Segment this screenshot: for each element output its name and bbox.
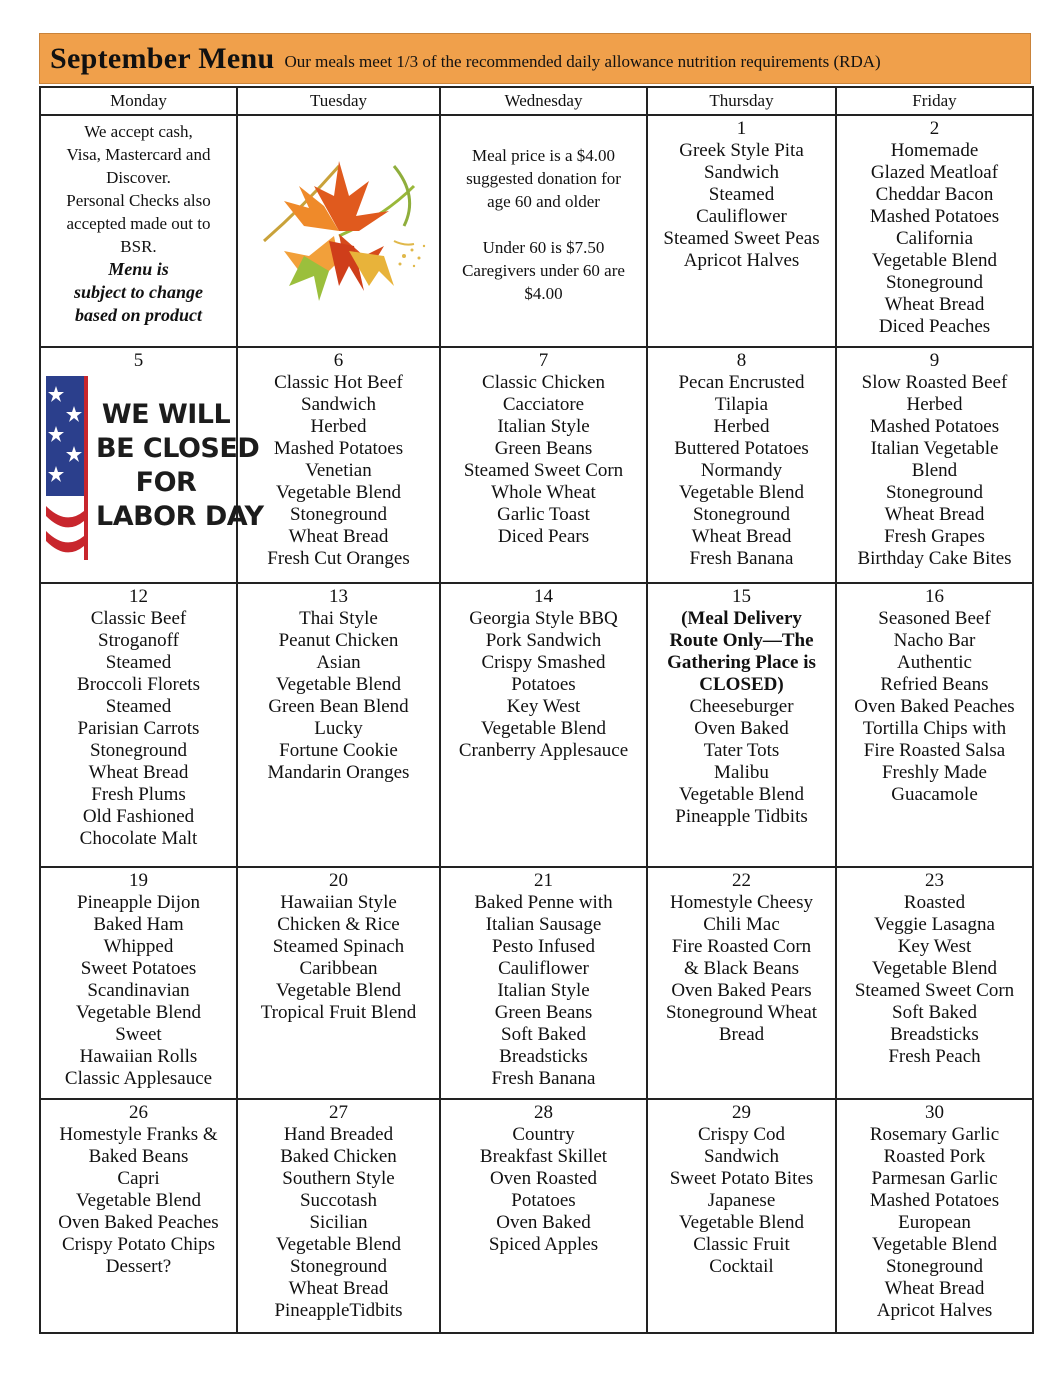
menu-item: Hawaiian Rolls [79,1046,198,1067]
menu-item: Oven Baked Pears [671,980,812,1001]
menu-item: Peanut Chicken [278,630,399,651]
menu-item: Bread [718,1024,765,1045]
closure-notice-line: Gathering Place is [667,652,816,673]
menu-item: Thai Style [299,608,378,629]
menu-item: Pesto Infused [492,936,595,957]
menu-item: Georgia Style BBQ [469,608,618,629]
menu-item: Roasted Pork [883,1146,986,1167]
menu-item: Cheeseburger [689,696,794,717]
weekday-header-row [40,87,1033,115]
menu-item: Vegetable Blend [871,958,998,979]
menu-calendar [39,86,1034,1334]
price-info-line: age 60 and older [487,192,600,211]
menu-item: Stoneground [692,504,791,525]
day-cell [836,1099,1033,1333]
day-cell [440,867,647,1099]
menu-item: Cranberry Applesauce [458,740,629,761]
weekday-tuesday: Tuesday [237,87,440,115]
menu-item: Mashed Potatoes [869,416,1000,437]
day-number: 29 [732,1102,751,1123]
payment-info-line: BSR. [120,237,157,256]
day-number: 23 [925,870,944,891]
menu-item: Crispy Cod [697,1124,786,1145]
menu-item: Malibu [714,762,769,783]
week-row-4 [40,867,1033,1099]
closed-notice [96,398,264,534]
menu-item: Sweet [115,1024,162,1045]
menu-item: Fresh Banana [491,1068,596,1089]
menu-item: Oven Baked [694,718,789,739]
menu-item: Sweet Potato Bites [669,1168,814,1189]
menu-item: Baked Penne with [474,892,613,913]
menu-item: Cheddar Bacon [875,184,994,205]
menu-item: Wheat Bread [288,526,389,547]
menu-item: Freshly Made [881,762,987,783]
menu-item: Crispy Smashed [481,652,606,673]
day-cell [40,1099,237,1333]
menu-item: Herbed [310,416,367,437]
menu-item: Steamed [105,652,172,673]
menu-item: Venetian [305,460,372,481]
day-cell [40,583,237,867]
menu-item: Dessert? [105,1256,172,1277]
menu-item: Lucky [314,718,363,739]
day-number: 26 [129,1102,148,1123]
week-row-3 [40,583,1033,867]
menu-item: Normandy [700,460,783,481]
menu-item: Vegetable Blend [275,674,402,695]
menu-item: Pecan Encrusted [678,372,805,393]
weekday-monday: Monday [40,87,237,115]
menu-item: Chocolate Malt [79,828,198,849]
menu-item: Spiced Apples [488,1234,599,1255]
day-cell [40,867,237,1099]
menu-item: Asian [316,652,361,673]
menu-item: Green Bean Blend [268,696,409,717]
menu-item: Refried Beans [880,674,989,695]
closed-notice-line: LABOR DAY [96,501,264,532]
menu-item: Classic Hot Beef [274,372,403,393]
closure-notice-line: (Meal Delivery [681,608,802,629]
menu-item: Greek Style Pita [679,140,804,161]
menu-item: Oven Baked Peaches [58,1212,219,1233]
menu-item: Vegetable Blend [480,718,607,739]
menu-item: Classic Applesauce [64,1068,213,1089]
menu-item: Baked Chicken [280,1146,397,1167]
menu-item: Stoneground [289,1256,388,1277]
menu-item: Pork Sandwich [485,630,602,651]
menu-item: Garlic Toast [497,504,590,525]
menu-item: Italian Style [497,980,590,1001]
menu-item: Steamed Sweet Corn [463,460,624,481]
menu-item: Vegetable Blend [75,1002,202,1023]
menu-item: Vegetable Blend [275,482,402,503]
menu-item: Hawaiian Style [280,892,397,913]
menu-item: Succotash [299,1190,378,1211]
menu-item: Herbed [713,416,770,437]
day-number: 30 [925,1102,944,1123]
menu-item: Homemade [890,140,979,161]
price-info-line: Caregivers under 60 are [462,261,625,280]
menu-item: Steamed [708,184,775,205]
day-number: 2 [929,118,940,139]
menu-item: Tortilla Chips with [862,718,1007,739]
price-info-cell [440,115,647,347]
day-number: 13 [329,586,348,607]
closed-day-cell [40,347,264,583]
menu-item: Italian Sausage [485,914,602,935]
menu-item: Wheat Bread [288,1278,389,1299]
weekday-friday: Friday [836,87,1033,115]
price-info-line: suggested donation for [466,169,621,188]
menu-item: Wheat Bread [884,504,985,525]
page-subtitle: Our meals meet 1/3 of the recommended daily allowance nutrition requirements (RDA) [284,51,881,71]
menu-item: Wheat Bread [88,762,189,783]
menu-item: Roasted [903,892,966,913]
menu-item: Key West [506,696,581,717]
menu-item: Vegetable Blend [871,250,998,271]
day-number: 8 [736,350,747,371]
menu-item: Cacciatore [502,394,585,415]
menu-item: Whipped [103,936,174,957]
menu-item: Stoneground [289,504,388,525]
menu-item: Fresh Cut Oranges [267,548,410,569]
menu-item: Stoneground [89,740,188,761]
menu-item: Stoneground Wheat [665,1002,818,1023]
menu-item: Blend [911,460,958,481]
menu-item: Key West [897,936,972,957]
menu-item: Mandarin Oranges [267,762,410,783]
menu-item: Parisian Carrots [77,718,200,739]
menu-item: Green Beans [494,1002,593,1023]
menu-item: & Black Beans [683,958,800,979]
day-number: 12 [129,586,148,607]
menu-item: Vegetable Blend [678,784,805,805]
menu-item: Steamed Sweet Peas [663,228,820,249]
menu-item: Guacamole [891,784,978,805]
menu-item: Pineapple Tidbits [675,806,808,827]
menu-item: Classic Fruit [693,1234,790,1255]
menu-item: Cocktail [709,1256,774,1277]
day-number: 5 [133,350,144,371]
menu-item: Apricot Halves [876,1300,993,1321]
menu-item: Italian Vegetable [870,438,999,459]
payment-info-line: accepted made out to [66,214,211,233]
price-info-line: Under 60 is $7.50 [482,238,605,257]
menu-item: Seasoned Beef [878,608,991,629]
menu-item: Potatoes [511,674,576,695]
menu-item: Sicilian [309,1212,368,1233]
menu-item: Diced Pears [497,526,590,547]
menu-change-note: subject to change [74,282,203,302]
price-info-line: $4.00 [524,284,563,303]
menu-item: Classic Chicken [482,372,605,393]
menu-item: Nacho Bar [893,630,976,651]
payment-info-line: Visa, Mastercard and [66,145,211,164]
menu-item: Hand Breaded [283,1124,394,1145]
day-number: 21 [534,870,553,891]
menu-item: Old Fashioned [82,806,195,827]
menu-item: PineappleTidbits [274,1300,403,1321]
day-number: 7 [538,350,549,371]
menu-item: Pineapple Dijon [77,892,200,913]
day-number: 20 [329,870,348,891]
day-number: 16 [925,586,944,607]
menu-item: Vegetable Blend [871,1234,998,1255]
menu-item: Fire Roasted Corn [671,936,812,957]
menu-item: Apricot Halves [683,250,800,271]
day-cell [647,347,836,583]
payment-info-line: Discover. [106,168,171,187]
day-cell [836,583,1033,867]
day-cell [647,867,836,1099]
menu-item: Sweet Potatoes [80,958,197,979]
menu-item: Stoneground [885,1256,984,1277]
menu-item: Diced Peaches [878,316,991,337]
menu-item: Vegetable Blend [678,1212,805,1233]
menu-item: European [898,1212,971,1233]
day-cell [440,347,647,583]
menu-item: Sandwich [301,394,376,415]
day-cell [836,347,1033,583]
weekday-wednesday: Wednesday [440,87,647,115]
menu-item: Authentic [897,652,972,673]
menu-item: Herbed [906,394,963,415]
menu-item: Homestyle Franks & [59,1124,218,1145]
menu-item: Wheat Bread [691,526,792,547]
menu-item: Tropical Fruit Blend [260,1002,417,1023]
day-cell [836,867,1033,1099]
menu-item: Slow Roasted Beef [861,372,1008,393]
menu-header [39,33,1031,84]
menu-item: Green Beans [494,438,593,459]
day-cell [237,583,440,867]
menu-item: Sandwich [704,162,779,183]
day-cell [647,115,836,347]
payment-info-line: Personal Checks also [66,191,211,210]
menu-item: Vegetable Blend [678,482,805,503]
page-title: September Menu [50,41,275,75]
menu-item: Chili Mac [703,914,780,935]
menu-item: Oven Baked [496,1212,591,1233]
menu-item: Baked Ham [93,914,184,935]
menu-item: Wheat Bread [884,294,985,315]
menu-item: Baked Beans [88,1146,189,1167]
day-number: 19 [129,870,148,891]
menu-item: Fresh Peach [888,1046,981,1067]
payment-info-cell [40,115,237,347]
menu-item: Breadsticks [890,1024,979,1045]
menu-item: Fortune Cookie [279,740,398,761]
american-flag-image [46,376,88,560]
day-cell [237,347,440,583]
menu-item: Glazed Meatloaf [870,162,999,183]
day-cell [440,583,647,867]
menu-item: Cauliflower [498,958,589,979]
day-cell [237,867,440,1099]
day-number: 14 [534,586,553,607]
day-cell [647,1099,836,1333]
day-cell [440,1099,647,1333]
menu-item: Italian Style [497,416,590,437]
menu-item: California [895,228,974,249]
menu-item: Steamed Sweet Corn [854,980,1015,1001]
menu-item: Oven Roasted [489,1168,598,1189]
menu-item: Stoneground [885,272,984,293]
menu-item: Wheat Bread [884,1278,985,1299]
menu-item: Stroganoff [98,630,179,651]
day-number: 22 [732,870,751,891]
menu-item: Country [512,1124,575,1145]
menu-item: Fresh Plums [91,784,186,805]
autumn-leaves-illustration [244,146,434,316]
menu-item: Breadsticks [499,1046,588,1067]
menu-item: Parmesan Garlic [871,1168,998,1189]
closed-notice-line: WE WILL [101,399,231,430]
autumn-leaves-cell [237,115,440,347]
day-number: 6 [333,350,344,371]
menu-item: Capri [117,1168,160,1189]
menu-item: Mashed Potatoes [273,438,404,459]
menu-item: Potatoes [511,1190,576,1211]
menu-item: Chicken & Rice [277,914,400,935]
menu-item: Vegetable Blend [275,980,402,1001]
menu-item: Fresh Grapes [884,526,985,547]
week-row-2 [40,347,1033,583]
menu-item: Soft Baked [892,1002,977,1023]
menu-item: Southern Style [282,1168,395,1189]
menu-item: Sandwich [704,1146,779,1167]
price-info-line: Meal price is a $4.00 [471,146,616,165]
menu-item: Tater Tots [703,740,780,761]
day-number: 28 [534,1102,553,1123]
day-number: 15 [732,586,751,607]
menu-item: Mashed Potatoes [869,206,1000,227]
week-row-5 [40,1099,1033,1333]
menu-item: Classic Beef [90,608,187,629]
closure-notice-line: CLOSED) [699,674,784,695]
menu-item: Crispy Potato Chips [61,1234,216,1255]
menu-item: Soft Baked [501,1024,586,1045]
menu-item: Japanese [707,1190,776,1211]
menu-change-note: Menu is [108,259,169,279]
menu-item: Rosemary Garlic [869,1124,1000,1145]
menu-item: Scandinavian [87,980,190,1001]
day-number: 1 [736,118,747,139]
menu-item: Homestyle Cheesy [669,892,813,913]
payment-info-line: We accept cash, [84,122,193,141]
menu-item: Fresh Banana [689,548,794,569]
closed-notice-line: FOR [135,467,197,498]
menu-item: Buttered Potatoes [674,438,809,459]
menu-change-note: based on product [74,305,202,325]
menu-item: Steamed Spinach [272,936,405,957]
closed-notice-line: BE CLOSED [96,433,260,464]
menu-item: Veggie Lasagna [874,914,995,935]
menu-item: Breakfast Skillet [479,1146,608,1167]
menu-item: Tilapia [714,394,769,415]
menu-item: Vegetable Blend [75,1190,202,1211]
menu-item: Broccoli Florets [77,674,200,695]
day-number: 27 [329,1102,348,1123]
day-number: 9 [929,350,940,371]
menu-item: Birthday Cake Bites [857,548,1012,569]
menu-item: Whole Wheat [491,482,596,503]
week-row-1 [40,115,1033,347]
day-cell [647,583,836,867]
menu-item: Fire Roasted Salsa [863,740,1006,761]
menu-item: Stoneground [885,482,984,503]
menu-item: Steamed [105,696,172,717]
menu-item: Caribbean [299,958,378,979]
weekday-thursday: Thursday [647,87,836,115]
day-cell [836,115,1033,347]
menu-item: Cauliflower [696,206,787,227]
menu-item: Mashed Potatoes [869,1190,1000,1211]
day-cell [237,1099,440,1333]
menu-item: Vegetable Blend [275,1234,402,1255]
closure-notice-line: Route Only—The [669,630,814,651]
menu-item: Oven Baked Peaches [854,696,1015,717]
